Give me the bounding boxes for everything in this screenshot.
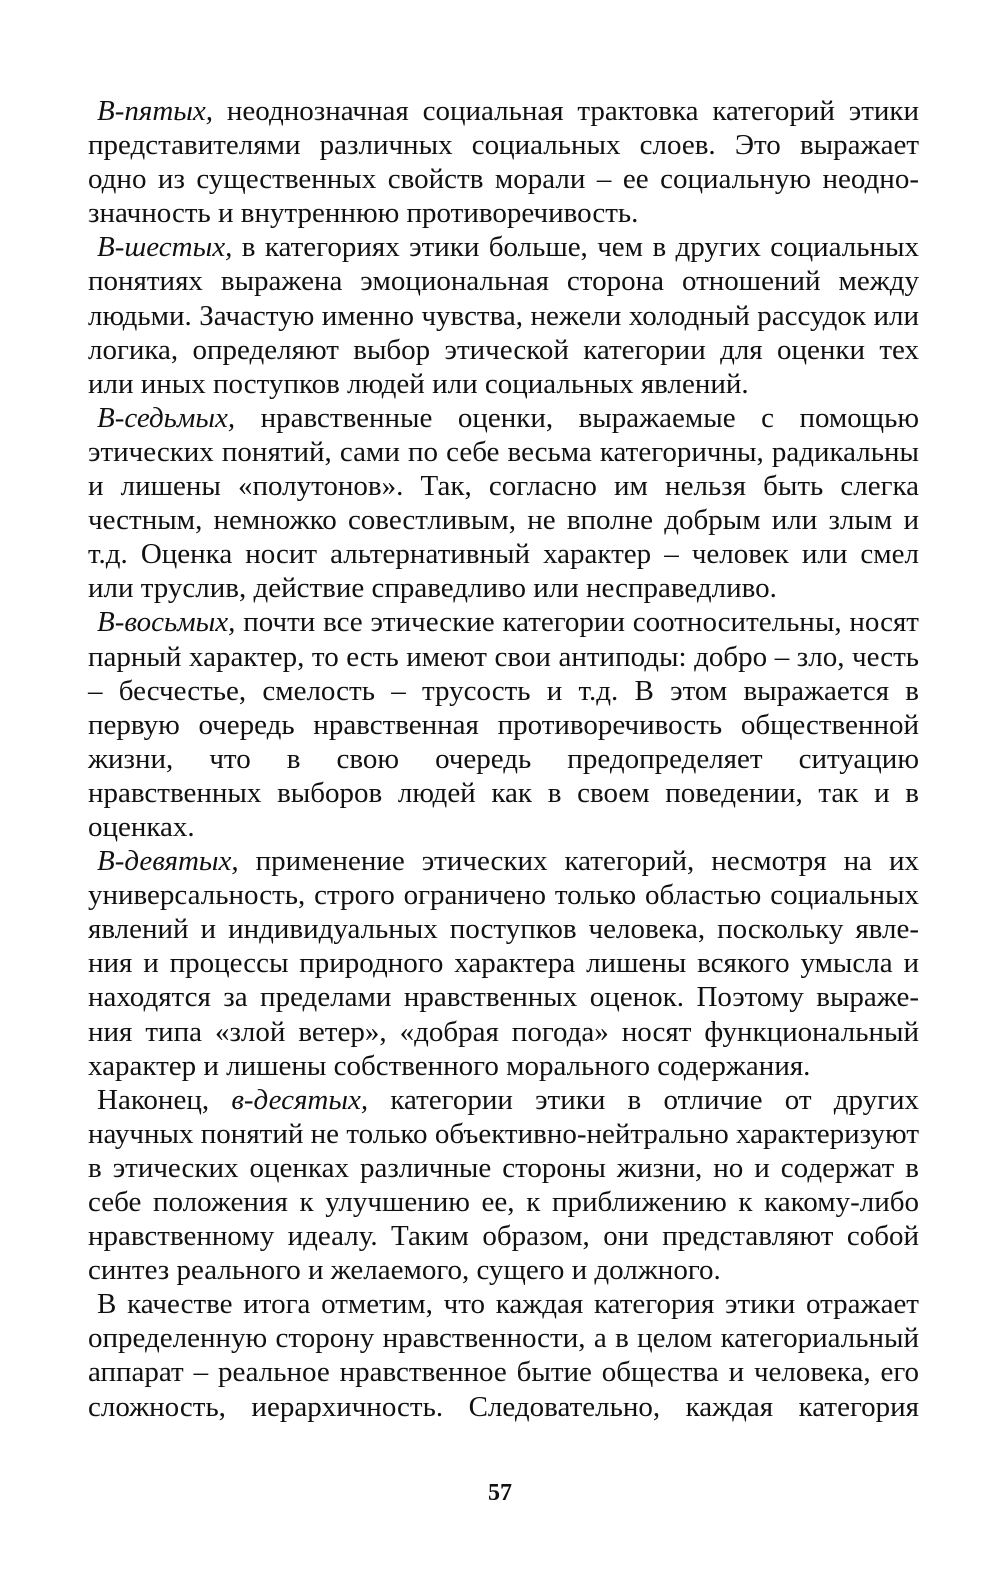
- paragraph-tenth: [88, 1083, 919, 1288]
- paragraph-lead: В-пятых,: [97, 95, 214, 127]
- paragraph-sixth: [88, 230, 919, 400]
- paragraph-lead: В-седьмых,: [97, 401, 236, 434]
- page-number: 57: [488, 1480, 512, 1506]
- paragraph-conclusion: [88, 1287, 919, 1423]
- paragraph-text: категории этики в отличие от других научных понятий не только объективно-нейтрально характеризуют в этических оценках различные стороны жизни, но и содержат в себе положения к улучшению ее, к приближению к какому-либо нравственному идеалу. Таким образом, они представляют собой синтез реального и желаемого, сущего и должного.: [88, 1083, 919, 1287]
- body-text: [88, 94, 919, 1424]
- paragraph-prefix: Наконец,: [97, 1083, 232, 1116]
- paragraph-text: применение этических категорий, несмотря на их универсальность, строго ограничено только областью социальных явлений и индивидуальных поступков человека, поскольку явления и процессы природного характера лишены всякого умысла и находятся за пределами нравственных оценок. Поэтому выражения типа «злой ветер», «добрая погода» носят функциональный характер и лишены собственного морального содержания.: [88, 845, 919, 1082]
- paragraph-ninth: [88, 844, 919, 1083]
- paragraph-text: В качестве итога отметим, что каждая категория этики отражает определенную сторону нравственности, а в целом категориальный аппарат – реальное нравственное бытие общества и человека, его сложность, иерархичность. Следовательно, каждая категория: [88, 1288, 919, 1423]
- paragraph-fifth: [88, 94, 919, 230]
- paragraph-lead: В-шестых,: [97, 231, 233, 264]
- paragraph-text: почти все этические категории соотносительны, носят парный характер, то есть имеют свои антиподы: добро – зло, честь – бесчестье, смелость – трусость и т.д. В этом выражается в первую очередь нравственная противоречивость общественной жизни, что в свою очередь предопределяет ситуацию нравственных выборов людей как в своем поведении, так и в оценках.: [88, 606, 919, 843]
- paragraph-lead: В-восьмых,: [97, 606, 236, 639]
- paragraph-seventh: [88, 401, 919, 606]
- paragraph-text: в категориях этики больше, чем в других социальных понятиях выражена эмоциональная сторона отношений между людьми. Зачастую именно чувства, нежели холодный рассудок или логика, определяют выбор этической категории для оценки тех или иных поступков людей или социальных явлений.: [88, 231, 919, 400]
- paragraph-text: неоднозначная социальная трактовка категорий этики представителями различных социальных слоев. Это выражает одно из существенных свойств морали – ее социальную неоднозначность и внутреннюю противоречивость.: [88, 95, 919, 230]
- paragraph-text: нравственные оценки, выражаемые с помощью этических понятий, сами по себе весьма категоричны, радикальны и лишены «полутонов». Так, согласно им нельзя быть слегка честным, немножко совестливым, не вполне добрым или злым и т.д. Оценка носит альтернативный характер – человек или смел или труслив, действие справедливо или несправедливо.: [88, 401, 919, 605]
- paragraph-eighth: [88, 605, 919, 844]
- paragraph-lead: В-девятых,: [97, 845, 239, 878]
- paragraph-lead: в-десятых,: [231, 1083, 369, 1116]
